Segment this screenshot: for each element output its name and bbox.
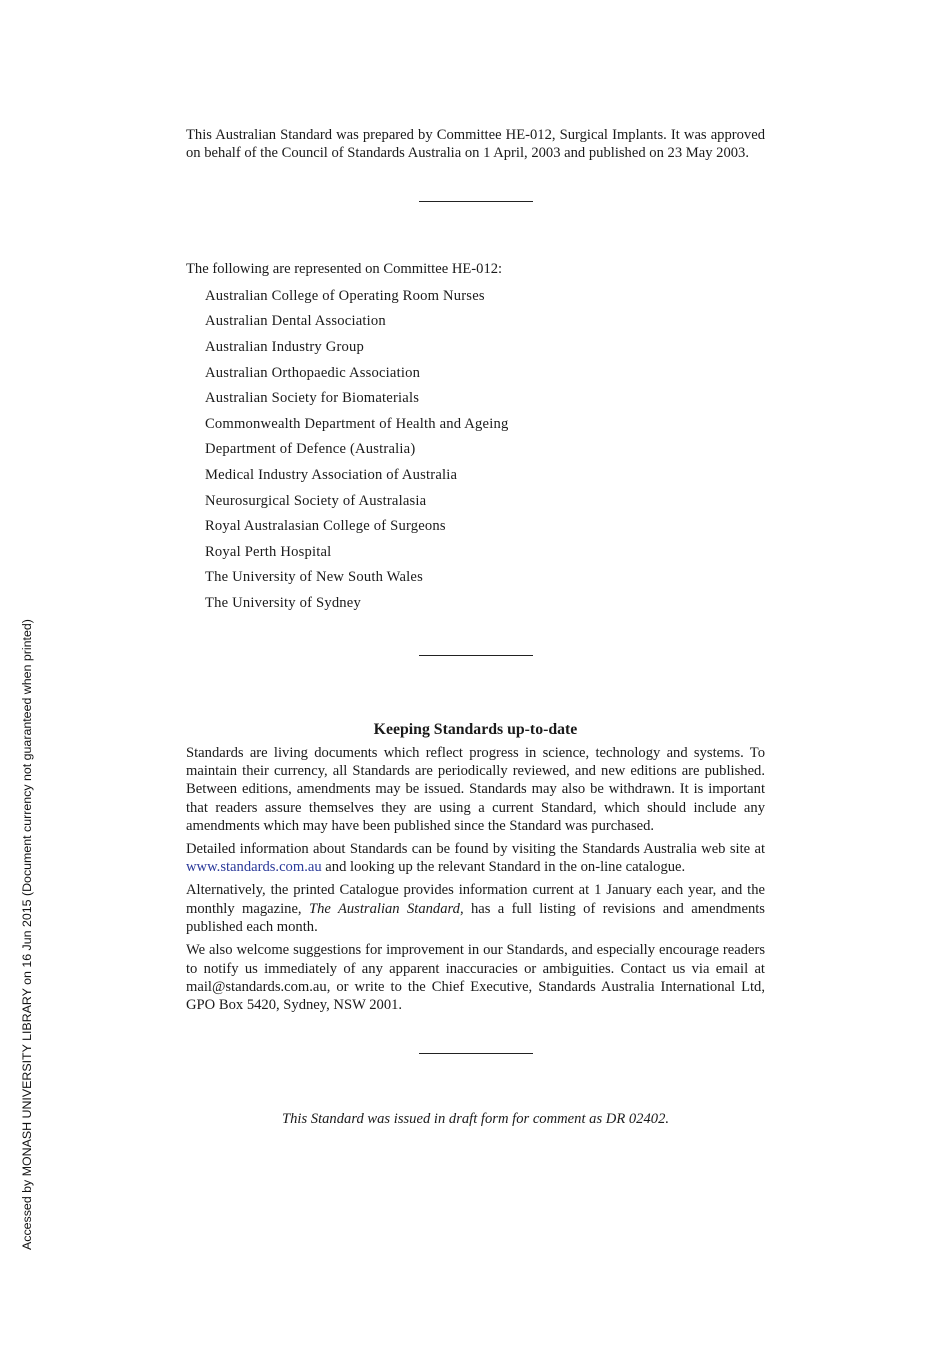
paragraph-text: Detailed information about Standards can be found by visiting the Standards Australia web site at: [186, 841, 765, 858]
committee-member: The University of Sydney: [205, 594, 361, 611]
committee-member-list: [186, 284, 765, 617]
magazine-title: The Australian Standard: [308, 900, 460, 917]
committee-member: Department of Defence (Australia): [205, 441, 416, 458]
committee-member: The University of New South Wales: [205, 569, 423, 586]
committee-member: Australian Dental Association: [205, 313, 386, 330]
draft-note: This Standard was issued in draft form for comment as DR 02402.: [281, 1111, 670, 1128]
paragraph-suggestions: We also welcome suggestions for improvement in our Standards, and especially encourage readers to notify us immediately of any apparent inaccuracies or ambiguities. Contact us via email at mail@standards.com.au, or write to the Chief Executive, Standards Australia International Ltd, GPO Box 5420, Sydney, NSW 2001.: [186, 942, 765, 1014]
committee-member: Commonwealth Department of Health and Ageing: [205, 415, 509, 432]
paragraph-text: , has a full listing of revisions and amendments published each month.: [186, 900, 765, 936]
committee-member: Australian Society for Biomaterials: [205, 390, 420, 407]
committee-member: Neurosurgical Society of Australasia: [205, 492, 427, 509]
committee-member: Royal Australasian College of Surgeons: [205, 518, 446, 535]
committee-member: Royal Perth Hospital: [205, 543, 332, 560]
committee-member: Australian Industry Group: [205, 339, 365, 355]
paragraph-text: and looking up the relevant Standard in the on-line catalogue.: [321, 859, 686, 876]
committee-member: Australian Orthopaedic Association: [205, 364, 421, 381]
committee-member: Medical Industry Association of Australia: [205, 466, 458, 483]
paragraph-catalogue: [186, 881, 765, 936]
paragraph-living-documents: Standards are living documents which reflect progress in science, technology and systems. To maintain their currency, all Standards are periodically reviewed, and new editions are published. Between editions, amendments may be issued. Standards may also be withdrawn. It is important that readers assure themselves they are using a current Standard, which should include any amendments which may have been published since the Standard was purchased.: [186, 744, 765, 835]
committee-intro: The following are represented on Committee HE-012:: [186, 260, 503, 277]
committee-member: Australian College of Operating Room Nurses: [205, 287, 485, 304]
access-watermark: Accessed by MONASH UNIVERSITY LIBRARY on 16 Jun 2015 (Document currency not guaranteed when printed): [20, 619, 34, 1250]
preparation-statement: This Australian Standard was prepared by Committee HE-012, Surgical Implants. It was approved on behalf of the Council of Standards Australia on 1 April, 2003 and published on 23 May 2003.: [186, 127, 765, 162]
paragraph-text: Alternatively, the printed Catalogue provides information current at 1 January each year, and the monthly magazine,: [186, 882, 765, 917]
paragraph-web-site: [186, 840, 765, 877]
document-page: [186, 126, 765, 1128]
section-heading: Keeping Standards up-to-date: [373, 720, 578, 738]
website-link[interactable]: www.standards.com.au: [186, 859, 322, 876]
